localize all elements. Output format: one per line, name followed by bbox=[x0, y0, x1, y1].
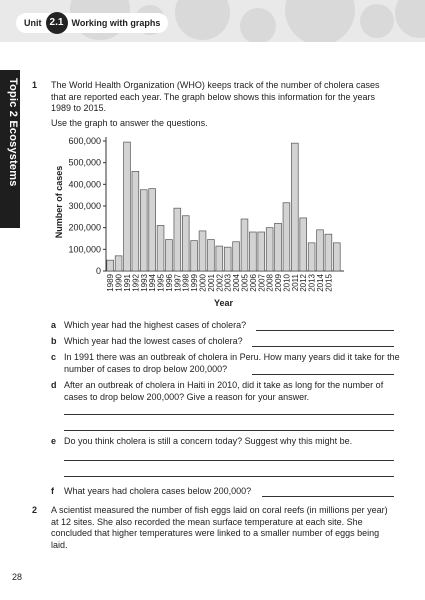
part-e-text: Do you think cholera is still a concern today? Suggest why this might be. bbox=[64, 436, 353, 446]
bar bbox=[308, 243, 315, 271]
unit-title: Working with graphs bbox=[71, 18, 161, 28]
bar bbox=[140, 190, 147, 271]
x-tick-label: 2008 bbox=[265, 274, 275, 292]
x-axis-title: Year bbox=[213, 298, 234, 308]
x-tick-label: 2014 bbox=[316, 274, 326, 292]
y-tick-label: 500,000 bbox=[68, 157, 101, 168]
bar bbox=[300, 218, 307, 271]
bar bbox=[216, 246, 223, 271]
bar bbox=[157, 226, 164, 272]
x-tick-label: 1996 bbox=[164, 274, 174, 292]
x-tick-label: 2011 bbox=[290, 274, 300, 292]
part-a-label: a bbox=[51, 320, 57, 330]
part-a-text: Which year had the highest cases of cholera? bbox=[64, 320, 247, 330]
x-tick-label: 1999 bbox=[190, 274, 200, 292]
bar bbox=[115, 256, 122, 271]
bar bbox=[283, 203, 290, 271]
y-tick-label: 0 bbox=[95, 266, 101, 276]
question-1-instruction: Use the graph to answer the questions. bbox=[51, 118, 208, 128]
answer-line-a[interactable] bbox=[256, 330, 394, 331]
question-1-intro: The World Health Organization (WHO) keeps track of the number of cholera cases that are reported each year. The graph below shows this information for the years 1989 to 2015. bbox=[51, 80, 380, 114]
x-tick-label: 1995 bbox=[156, 274, 166, 292]
bar bbox=[333, 243, 340, 271]
unit-word: Unit bbox=[24, 18, 42, 28]
x-tick-label: 1990 bbox=[114, 274, 124, 292]
bar bbox=[199, 231, 206, 271]
x-tick-label: 1997 bbox=[173, 274, 183, 292]
part-c-label: c bbox=[51, 352, 57, 362]
part-f-label: f bbox=[51, 486, 54, 496]
x-tick-label: 1998 bbox=[181, 274, 191, 292]
bar bbox=[166, 240, 173, 271]
x-tick-label: 2004 bbox=[232, 274, 242, 292]
x-tick-label: 1994 bbox=[148, 274, 158, 292]
y-tick-label: 400,000 bbox=[68, 179, 101, 190]
answer-line-e1[interactable] bbox=[64, 460, 394, 461]
bar bbox=[191, 241, 198, 271]
bar bbox=[149, 189, 156, 271]
x-tick-label: 2002 bbox=[215, 274, 225, 292]
page-number: 28 bbox=[12, 572, 23, 582]
answer-line-d2[interactable] bbox=[64, 430, 394, 431]
answer-line-d1[interactable] bbox=[64, 414, 394, 415]
bar bbox=[249, 232, 256, 271]
part-d-label: d bbox=[51, 380, 57, 390]
x-tick-label: 2000 bbox=[198, 274, 208, 292]
unit-number-badge: 2.1 bbox=[46, 12, 68, 34]
x-tick-label: 2006 bbox=[248, 274, 258, 292]
topic-side-label: Topic 2 Ecosystems bbox=[7, 78, 19, 187]
y-tick-label: 600,000 bbox=[68, 136, 101, 146]
bar bbox=[224, 247, 231, 271]
y-axis-title: Number of cases bbox=[54, 165, 64, 239]
bar bbox=[275, 223, 282, 271]
bar bbox=[182, 216, 189, 271]
bar bbox=[174, 208, 181, 271]
part-b-label: b bbox=[51, 336, 57, 346]
x-tick-label: 1989 bbox=[106, 274, 116, 292]
part-f-text: What years had cholera cases below 200,000? bbox=[64, 486, 252, 496]
x-tick-label: 1991 bbox=[122, 274, 132, 292]
part-b-text: Which year had the lowest cases of cholera? bbox=[64, 336, 243, 346]
y-tick-label: 200,000 bbox=[68, 222, 101, 233]
y-tick-label: 300,000 bbox=[68, 201, 101, 211]
part-c-text: In 1991 there was an outbreak of cholera in Peru. How many years did it take for the number of cases to drop below 200,000? bbox=[64, 352, 400, 374]
answer-line-c[interactable] bbox=[252, 374, 394, 375]
question-2-text: A scientist measured the number of fish eggs laid on coral reefs (in millions per year) at 12 sites. She also recorded the mean surface temperature at each site. She concluded that higher temperatures were linked to a smaller number of eggs being laid. bbox=[51, 505, 388, 550]
x-tick-label: 2012 bbox=[299, 274, 309, 292]
bar bbox=[208, 240, 215, 271]
question-1-number: 1 bbox=[32, 80, 38, 90]
y-tick-label: 100,000 bbox=[68, 244, 101, 255]
part-d-text: After an outbreak of cholera in Haiti in 2010, did it take as long for the number of cases to drop below 200,000? Give a reason for your answer. bbox=[64, 380, 384, 402]
question-2-number: 2 bbox=[32, 505, 38, 515]
answer-line-e2[interactable] bbox=[64, 476, 394, 477]
x-tick-label: 1992 bbox=[131, 274, 141, 292]
part-e-label: e bbox=[51, 436, 57, 446]
bar bbox=[266, 228, 273, 271]
x-tick-label: 1993 bbox=[139, 274, 149, 292]
bar bbox=[291, 143, 298, 271]
x-tick-label: 2005 bbox=[240, 274, 250, 292]
x-tick-label: 2007 bbox=[257, 274, 267, 292]
bar bbox=[132, 171, 139, 271]
x-tick-label: 2003 bbox=[223, 274, 233, 292]
bar bbox=[233, 242, 240, 271]
bar bbox=[124, 142, 131, 271]
x-tick-label: 2001 bbox=[206, 274, 216, 292]
bar bbox=[325, 234, 332, 271]
bar bbox=[317, 230, 324, 271]
answer-line-f[interactable] bbox=[262, 496, 394, 497]
bar bbox=[107, 260, 114, 271]
x-tick-label: 2015 bbox=[324, 274, 334, 292]
x-tick-label: 2009 bbox=[274, 274, 284, 292]
x-tick-label: 2013 bbox=[307, 274, 317, 292]
bar bbox=[258, 232, 265, 271]
bar bbox=[241, 219, 248, 271]
x-tick-label: 2010 bbox=[282, 274, 292, 292]
answer-line-b[interactable] bbox=[252, 346, 394, 347]
